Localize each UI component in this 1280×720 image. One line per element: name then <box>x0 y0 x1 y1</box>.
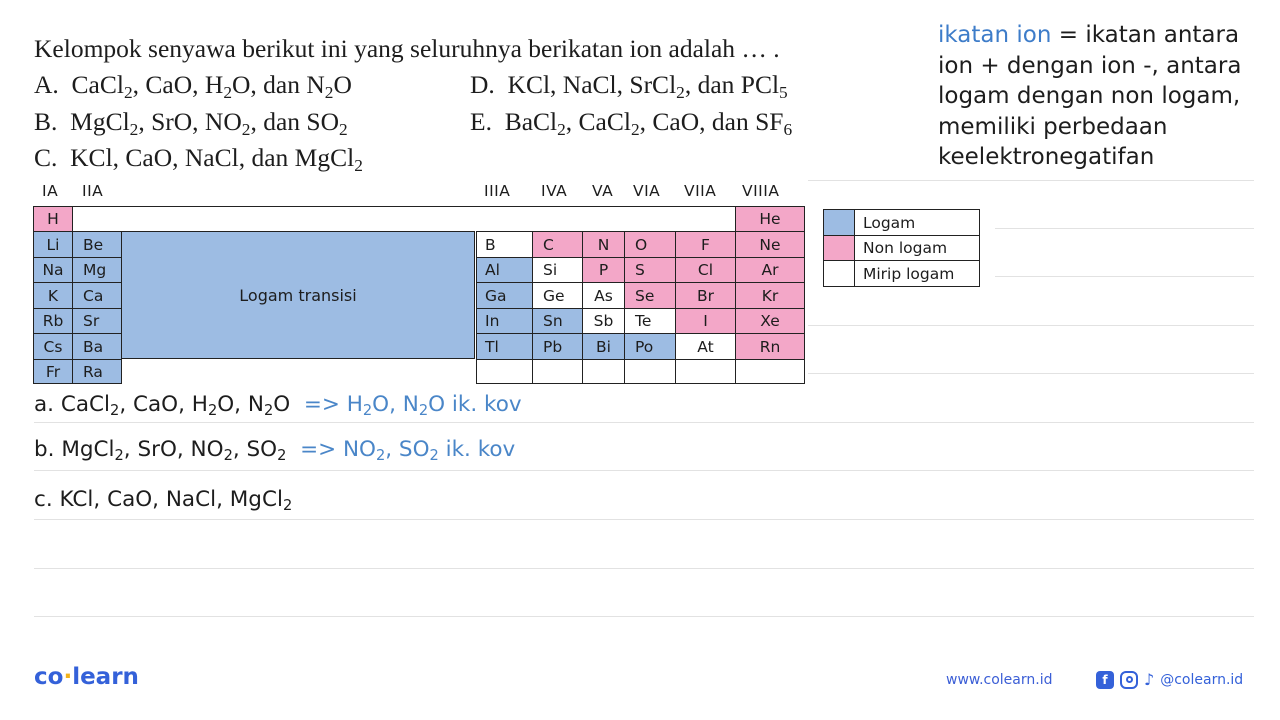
element-cell: Te <box>624 308 676 334</box>
element-cell: Sn <box>532 308 583 334</box>
group-header-via: VIA <box>633 182 661 200</box>
transition-metals-block: Logam transisi <box>121 231 475 359</box>
element-cell-empty <box>476 359 533 384</box>
element-cell: Rn <box>735 333 805 360</box>
legend-label-mirip-logam: Mirip logam <box>854 260 980 287</box>
ruled-line <box>995 276 1254 277</box>
element-cell: Sb <box>582 308 625 334</box>
element-cell: Kr <box>735 282 805 309</box>
legend-swatch-non-logam <box>823 235 855 261</box>
work-line-b: b. MgCl$_2$, SrO, $NO_2$, $SO_2 => NO_2$, $SO_2$ ik. kov <box>34 437 516 465</box>
question-text: Kelompok senyawa berikut ini yang seluruhnya berikatan ion adalah … . <box>34 34 780 63</box>
element-cell: Ga <box>476 282 533 309</box>
element-cell: N <box>582 231 625 258</box>
element-cell: At <box>675 333 736 360</box>
option-d: D. KCl, NaCl, SrCl$_2$, dan PCl$_5$ <box>470 70 788 102</box>
element-cell: Xe <box>735 308 805 334</box>
row1-gap <box>72 206 736 232</box>
facebook-icon[interactable]: f <box>1096 671 1114 689</box>
element-cell-empty <box>532 359 583 384</box>
element-cell: B <box>476 231 533 258</box>
element-cell: Mg <box>72 257 122 283</box>
element-cell: F <box>675 231 736 258</box>
element-cell: Al <box>476 257 533 283</box>
group-header-iiia: IIIA <box>484 182 511 200</box>
element-cell: Ne <box>735 231 805 258</box>
group-header-va: VA <box>592 182 614 200</box>
element-cell: Li <box>33 231 73 258</box>
ruled-line <box>34 519 1254 520</box>
ruled-line <box>34 568 1254 569</box>
ruled-line <box>34 616 1254 617</box>
legend-label-logam: Logam <box>854 209 980 236</box>
ruled-line <box>995 228 1254 229</box>
element-cell: Po <box>624 333 676 360</box>
social-links <box>1096 670 1243 689</box>
element-cell: He <box>735 206 805 232</box>
element-cell: In <box>476 308 533 334</box>
ionic-bond-note <box>938 20 1268 173</box>
group-header-viiia: VIIIA <box>742 182 780 200</box>
website-link[interactable]: www.colearn.id <box>946 672 1053 688</box>
element-cell: Ba <box>72 333 122 360</box>
element-cell: Se <box>624 282 676 309</box>
colearn-logo: co·learn <box>34 664 139 690</box>
instagram-icon[interactable] <box>1120 671 1138 689</box>
group-header-viia: VIIA <box>684 182 717 200</box>
element-cell: Fr <box>33 359 73 384</box>
legend <box>823 209 980 287</box>
element-cell: S <box>624 257 676 283</box>
element-cell: Tl <box>476 333 533 360</box>
ruled-line <box>808 325 1254 326</box>
element-cell: Ra <box>72 359 122 384</box>
element-cell: Na <box>33 257 73 283</box>
option-a: A. CaCl$_2$, CaO, $H_2O$, dan $N_2O$ <box>34 70 352 102</box>
ruled-line <box>34 422 1254 423</box>
element-cell: H <box>33 206 73 232</box>
element-cell: Rb <box>33 308 73 334</box>
element-cell: K <box>33 282 73 309</box>
element-cell: O <box>624 231 676 258</box>
note-text: = ikatan antara ion + dengan ion -, antara logam dengan non logam, memiliki perbedaan keelektronegatifan <box>938 22 1242 170</box>
social-handle[interactable]: @colearn.id <box>1160 671 1244 688</box>
element-cell-empty <box>582 359 625 384</box>
element-cell: Sr <box>72 308 122 334</box>
option-e: E. BaCl$_2$, CaCl$_2$, CaO, dan $SF_6$ <box>470 107 793 139</box>
element-cell: Ge <box>532 282 583 309</box>
legend-swatch-logam <box>823 209 855 236</box>
element-cell: Si <box>532 257 583 283</box>
element-cell: Bi <box>582 333 625 360</box>
note-highlight: ikatan ion <box>938 22 1052 48</box>
element-cell-empty <box>735 359 805 384</box>
element-cell: Be <box>72 231 122 258</box>
element-cell: Cs <box>33 333 73 360</box>
element-cell: Br <box>675 282 736 309</box>
element-cell: Ar <box>735 257 805 283</box>
element-cell: I <box>675 308 736 334</box>
element-cell: Ca <box>72 282 122 309</box>
ruled-line <box>808 373 1254 374</box>
option-c: C. KCl, CaO, NaCl, dan MgCl$_2$ <box>34 143 363 175</box>
legend-label-non-logam: Non logam <box>854 235 980 261</box>
answer-b: => $NO_2$, $SO_2$ ik. kov <box>300 437 516 465</box>
element-cell: P <box>582 257 625 283</box>
element-cell-empty <box>624 359 676 384</box>
group-header-iia: IIA <box>82 182 104 200</box>
work-line-a: a. CaCl$_2$, CaO, $H_2O$, $N_2O => H_2O$, $N_2O$ ik. kov <box>34 392 522 420</box>
ruled-line <box>34 470 1254 471</box>
legend-swatch-mirip-logam <box>823 260 855 287</box>
answer-a: => $H_2O$, $N_2O$ ik. kov <box>303 392 522 420</box>
group-header-iva: IVA <box>541 182 568 200</box>
group-header-ia: IA <box>42 182 59 200</box>
element-cell-empty <box>675 359 736 384</box>
element-cell: C <box>532 231 583 258</box>
work-line-c: c. KCl, CaO, NaCl, MgCl$_2$ <box>34 487 293 515</box>
ruled-line <box>808 180 1254 181</box>
element-cell: Cl <box>675 257 736 283</box>
element-cell: Pb <box>532 333 583 360</box>
option-b: B. MgCl$_2$, SrO, $NO_2$, dan $SO_2$ <box>34 107 348 139</box>
element-cell: As <box>582 282 625 309</box>
tiktok-icon[interactable]: ♪ <box>1144 670 1155 689</box>
